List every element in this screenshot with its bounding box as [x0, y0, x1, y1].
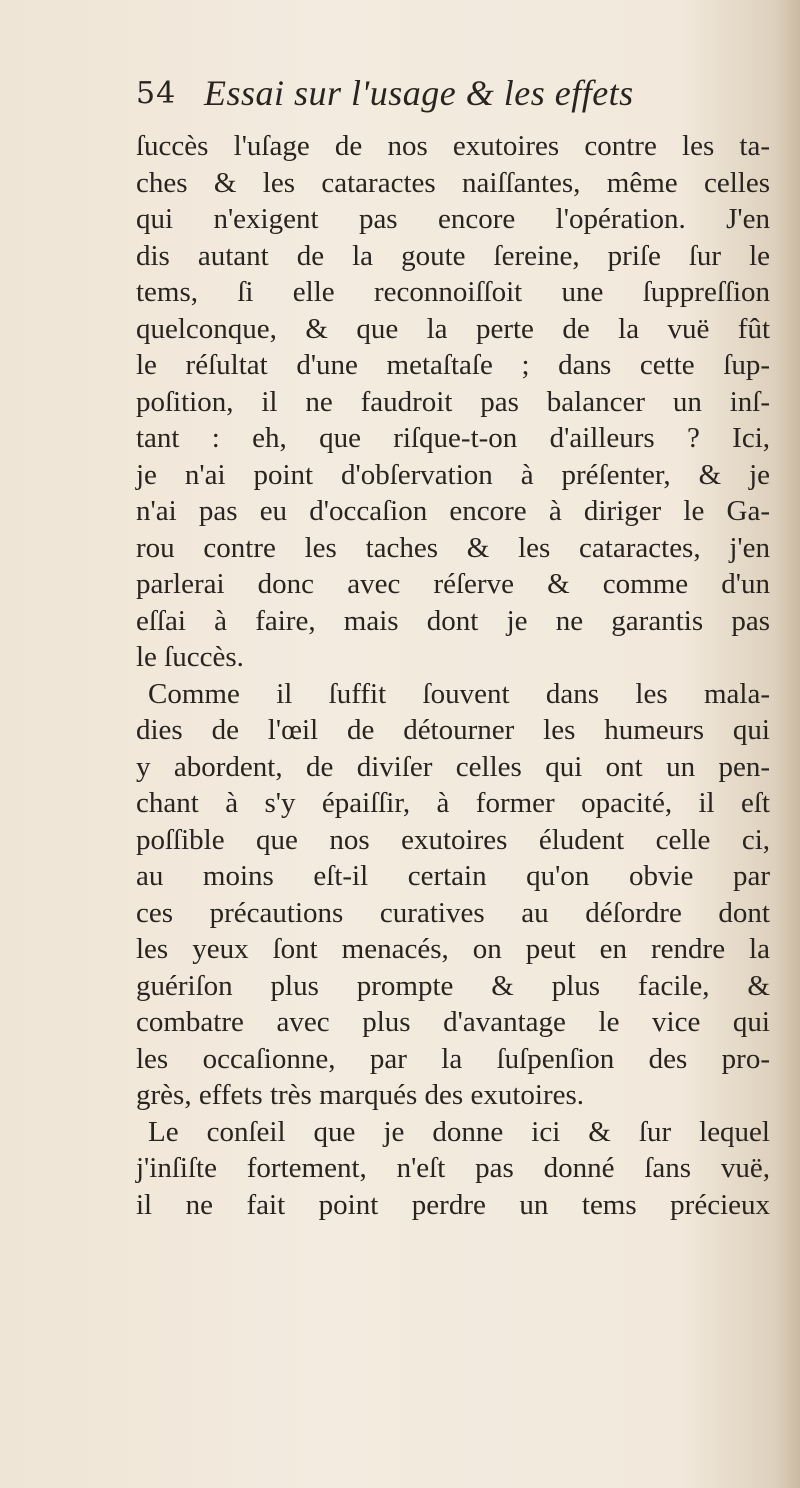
page-number: 54 — [136, 76, 177, 111]
text-line: les yeux ſont menacés, on peut en rendre la — [136, 933, 770, 965]
text-line: parlerai donc avec réſerve & comme d'un — [136, 568, 770, 600]
text-line: eſſai à faire, mais dont je ne garantis pas — [136, 604, 770, 637]
paragraph-start-line: Comme il ſuffit ſouvent dans les mala- — [148, 677, 770, 710]
text-line: tems, ſi elle reconnoiſſoit une ſuppreſſion — [136, 276, 770, 308]
page-header — [136, 72, 736, 122]
text-line: rou contre les taches & les cataractes, j'en — [136, 531, 770, 564]
text-line: n'ai pas eu d'occaſion encore à diriger le Ga- — [136, 495, 770, 527]
running-title: Essai sur l'usage & les effets — [204, 73, 634, 113]
text-line: les occaſionne, par la ſuſpenſion des pro- — [136, 1042, 770, 1075]
text-line: poſſible que nos exutoires éludent celle ci, — [136, 823, 770, 856]
text-line: tant : eh, que riſque-t-on d'ailleurs ? Ici, — [136, 422, 770, 454]
body-text — [136, 128, 770, 1223]
text-line: ſuccès l'uſage de nos exutoires contre les ta- — [136, 130, 770, 162]
text-line: quelconque, & que la perte de la vuë fût — [136, 312, 770, 345]
text-line: dies de l'œil de détourner les humeurs qui — [136, 714, 770, 746]
text-line: qui n'exigent pas encore l'opération. J'en — [136, 203, 770, 235]
text-line: le réſultat d'une metaſtaſe ; dans cette ſup- — [136, 349, 770, 381]
text-line: guériſon plus prompte & plus facile, & — [136, 969, 770, 1002]
text-line: combatre avec plus d'avantage le vice qui — [136, 1006, 770, 1038]
text-line: y abordent, de diviſer celles qui ont un pen- — [136, 750, 770, 783]
text-line: chant à s'y épaiſſir, à former opacité, il eſt — [136, 787, 770, 819]
paragraph-end-line: le ſuccès. — [136, 641, 244, 673]
text-line: j'inſiſte fortement, n'eſt pas donné ſans vuë, — [136, 1152, 770, 1184]
text-line: dis autant de la goute ſereine, priſe ſur le — [136, 239, 770, 272]
text-line: je n'ai point d'obſervation à préſenter, & je — [136, 458, 770, 491]
text-line: ces précautions curatives au déſordre dont — [136, 896, 770, 929]
text-line: ches & les cataractes naiſſantes, même celles — [136, 166, 770, 199]
paragraph-start-line: Le conſeil que je donne ici & ſur lequel — [148, 1115, 770, 1148]
text-line: poſition, il ne faudroit pas balancer un inſ- — [136, 385, 770, 418]
text-line: il ne fait point perdre un tems précieux — [136, 1188, 770, 1221]
paragraph-end-line: grès, effets très marqués des exutoires. — [136, 1079, 585, 1111]
text-line: au moins eſt-il certain qu'on obvie par — [136, 860, 770, 892]
